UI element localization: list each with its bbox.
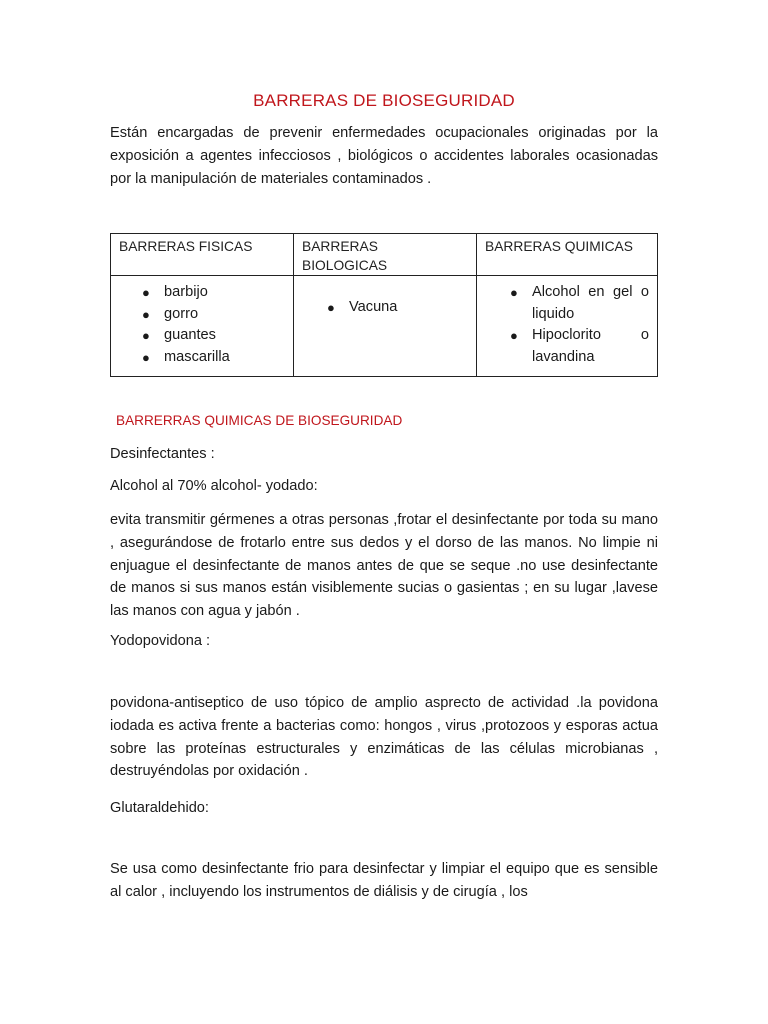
section-subtitle: BARRERRAS QUIMICAS DE BIOSEGURIDAD [116, 413, 403, 428]
barriers-table [110, 233, 658, 377]
intro-paragraph: Están encargadas de prevenir enfermedades ocupacionales originadas por la exposición a agentes infecciosos , biológicos o accidentes laborales ocasionadas por la manipulación de materiales contaminados . [110, 125, 658, 187]
bullet-icon: ● [142, 349, 150, 365]
list-item: ● gorro [164, 304, 293, 326]
list-item: ● barbijo [164, 282, 293, 304]
list-item: ● Alcohol en gel o liquido [510, 284, 649, 322]
bullet-icon: ● [142, 306, 150, 322]
yodopovidona-paragraph: povidona-antiseptico de uso tópico de amplio asprecto de actividad .la povidona iodada es activa frente a bacterias como: hongos , virus ,protozoos y esporas actua sobre las proteínas estructurales y enzimáticas de las células microbianas , destruyéndolas por oxidación . [110, 695, 658, 780]
bullet-icon: ● [142, 328, 150, 343]
alcohol-paragraph: evita transmitir gérmenes a otras personas ,frotar el desinfectante por toda su mano , asegurándose de frotarlo entre sus dedos y el dorso de las manos. No limpie ni enjuague el desinfectante de manos antes de que se seque .no use desinfectante de manos si sus manos están visiblemente sucias o gasientas ; en su lugar ,lavese las manos con agua y jabón . [110, 512, 658, 620]
alcohol-label: Alcohol al 70% alcohol- yodado: [110, 478, 318, 494]
header-fisicas: BARRERAS FISICAS [119, 239, 253, 254]
list-item: ● mascarilla [164, 347, 293, 369]
document-title: BARRERAS DE BIOSEGURIDAD [253, 91, 515, 110]
list-item: ● Vacuna [349, 297, 476, 319]
cell-fisicas [111, 276, 294, 377]
cell-quimicas [477, 276, 658, 377]
glutaraldehido-label: Glutaraldehido: [110, 800, 209, 816]
desinfectantes-label: Desinfectantes : [110, 446, 215, 462]
header-quimicas: BARRERAS QUIMICAS [485, 239, 633, 254]
list-item: ● guantes [164, 325, 293, 347]
table-header-row [111, 234, 658, 276]
table-body-row [111, 276, 658, 377]
bullet-icon: ● [142, 285, 150, 300]
cell-biologicas [294, 276, 477, 377]
header-biologicas: BARRERAS BIOLOGICAS [302, 239, 388, 273]
bullet-icon: ● [510, 285, 518, 300]
bullet-icon: ● [327, 300, 335, 315]
bullet-icon: ● [510, 328, 518, 343]
yodopovidona-label: Yodopovidona : [110, 633, 211, 649]
list-item: ● Hipoclorito o lavandina [510, 327, 649, 365]
glutaraldehido-paragraph: Se usa como desinfectante frio para desinfectar y limpiar el equipo que es sensible al calor , incluyendo los instrumentos de diálisis y de cirugía , los [110, 861, 658, 900]
